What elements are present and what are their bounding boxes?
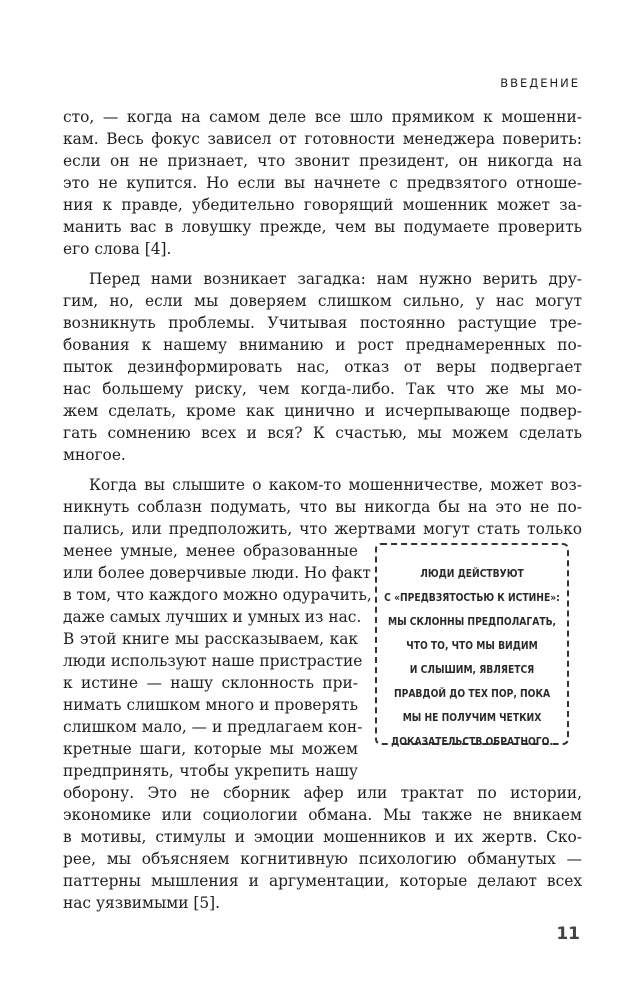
- body-line: оборону. Это не сборник афер или трактат по истории,: [63, 784, 582, 802]
- page-number: 11: [556, 924, 580, 944]
- body-line: паттерны мышления и аргументации, которые делают всех: [63, 872, 582, 890]
- body-line: кретные шаги, которые мы можем: [63, 740, 358, 758]
- body-line: кам. Весь фокус зависел от готовности менеджера поверить:: [63, 130, 582, 148]
- body-line: Когда вы слышите о каком-то мошенничестве, может воз-: [89, 476, 582, 494]
- pull-quote-line: С «ПРЕДВЗЯТОСТЬЮ К ИСТИНЕ»:: [384, 593, 560, 604]
- body-line: рее, мы объясняем когнитивную психологию обманутых —: [63, 850, 582, 868]
- pull-quote-line: МЫ НЕ ПОЛУЧИМ ЧЕТКИХ: [402, 713, 542, 724]
- body-line: экономике или социологии обмана. Мы также не вникаем: [63, 806, 582, 824]
- body-line: гать сомнению всех и вся? К счастью, мы можем сделать: [63, 424, 582, 442]
- pull-quote-line: МЫ СКЛОННЫ ПРЕДПОЛАГАТЬ,: [387, 617, 557, 628]
- running-header: ВВЕДЕНИЕ: [500, 76, 580, 90]
- body-line: гим, но, если мы доверяем слишком сильно, у нас могут: [63, 292, 582, 310]
- body-line: ния к правде, убедительно говорящий мошенник может за-: [63, 196, 582, 214]
- body-line: бования к нашему вниманию и рост преднамеренных по-: [63, 336, 582, 354]
- pull-quote-line: ЧТО ТО, ЧТО МЫ ВИДИМ: [406, 641, 538, 652]
- body-line: нас уязвимыми [5].: [63, 894, 221, 912]
- body-line: его слова [4].: [63, 240, 172, 258]
- body-line: В этой книге мы рассказываем, как: [63, 630, 358, 648]
- pull-quote-line: ПРАВДОЙ ДО ТЕХ ПОР, ПОКА: [393, 689, 551, 700]
- body-line: предпринять, чтобы укрепить нашу: [63, 762, 358, 780]
- pull-quote-line: И СЛЫШИМ, ЯВЛЯЕТСЯ: [409, 665, 535, 676]
- pull-quote-line: ДОКАЗАТЕЛЬСТВ ОБРАТНОГО.: [391, 737, 553, 748]
- body-line: менее умные, менее образованные: [63, 542, 358, 560]
- body-line: или более доверчивые люди. Но факт: [63, 564, 371, 582]
- body-line: в мотивы, стимулы и эмоции мошенников и их жертв. Ско-: [63, 828, 582, 846]
- body-line: никнуть соблазн подумать, что вы никогда бы на это не по-: [63, 498, 582, 516]
- body-line: сто, — когда на самом деле все шло прямиком к мошенни-: [63, 108, 582, 126]
- body-line: нас большему риску, чем когда-либо. Так что же мы мо-: [63, 380, 582, 398]
- body-line: люди используют наше пристрастие: [63, 652, 363, 670]
- body-line: в том, что каждого можно одурачить,: [63, 586, 372, 604]
- body-line: Перед нами возникает загадка: нам нужно верить дру-: [89, 270, 582, 288]
- body-line: даже самых лучших и умных из нас.: [63, 608, 362, 626]
- body-line: если он не признает, что звонит президент, он никогда на: [63, 152, 582, 170]
- body-line: возникнуть проблемы. Учитывая постоянно растущие тре-: [63, 314, 582, 332]
- body-line: пались, или предположить, что жертвами могут стать только: [63, 520, 582, 538]
- pull-quote-line: ЛЮДИ ДЕЙСТВУЮТ: [420, 569, 524, 580]
- pull-quote-text: [377, 563, 567, 755]
- pull-quote-box: [375, 543, 569, 748]
- body-line: пыток дезинформировать нас, отказ от веры подвергает: [63, 358, 582, 376]
- body-line: слишком мало, — и предлагаем кон-: [63, 718, 363, 736]
- body-line: жем сделать, кроме как цинично и исчерпывающе подвер-: [63, 402, 582, 420]
- body-line: это не купится. Но если вы начнете с предвзятого отноше-: [63, 174, 582, 192]
- body-line: нимать слишком много и проверять: [63, 696, 358, 714]
- body-line: манить вас в ловушку прежде, чем вы подумаете проверить: [63, 218, 582, 236]
- body-line: многое.: [63, 446, 126, 464]
- body-line: к истине — нашу склонность при-: [63, 674, 358, 692]
